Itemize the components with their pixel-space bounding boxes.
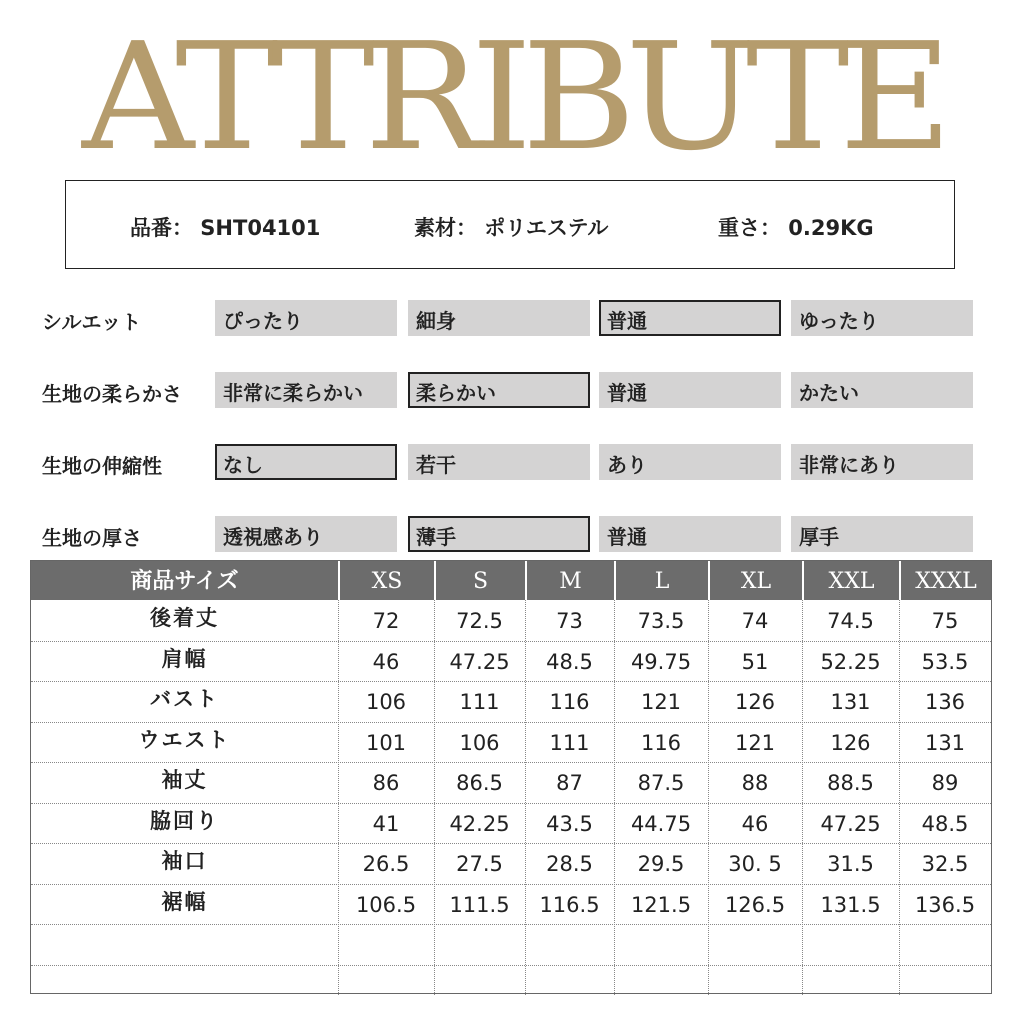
measurement-value: 131.5 <box>820 892 881 917</box>
size-column-header: M <box>525 561 614 600</box>
measurement-value: 106 <box>459 730 500 755</box>
measurement-value: 136.5 <box>914 892 976 917</box>
size-table <box>30 560 992 994</box>
measurement-value: 88.5 <box>827 771 874 795</box>
measurement-value: 87 <box>556 771 583 795</box>
attribute-option: ぴったり <box>215 300 397 336</box>
measurement-value: 72.5 <box>456 609 503 633</box>
attribute-label: 生地の厚さ <box>42 526 142 550</box>
attribute-option: 普通 <box>599 516 781 552</box>
product-info-box <box>65 180 955 269</box>
attribute-option: かたい <box>791 372 973 408</box>
row-divider <box>31 843 991 844</box>
attribute-option-selected: なし <box>215 444 397 480</box>
attribute-option: ゆったり <box>791 300 973 336</box>
size-column-header: XXXL <box>899 561 991 600</box>
row-divider <box>31 803 991 804</box>
measurement-value: 116 <box>549 690 590 714</box>
measurement-value: 126 <box>830 730 871 755</box>
measurement-value: 44.75 <box>630 811 692 836</box>
measurement-value: 101 <box>365 730 407 755</box>
measurement-label: 脇回り <box>150 808 219 833</box>
measurement-label: ウエスト <box>138 727 231 752</box>
attribute-option-selected: 薄手 <box>408 516 590 552</box>
size-column-header: XL <box>708 561 802 600</box>
measurement-value: 86.5 <box>456 771 503 795</box>
row-divider <box>31 965 991 966</box>
measurement-value: 53.5 <box>921 649 969 674</box>
measurement-value: 111 <box>549 730 590 755</box>
measurement-value: 87.5 <box>637 771 685 795</box>
attribute-option: 普通 <box>599 372 781 408</box>
attribute-option: 非常にあり <box>791 444 973 480</box>
row-divider <box>31 884 991 885</box>
measurement-value: 41 <box>372 811 400 836</box>
measurement-value: 75 <box>931 609 959 633</box>
measurement-label: 裾幅 <box>161 889 208 914</box>
measurement-value: 121.5 <box>630 892 692 917</box>
measurement-value: 29.5 <box>637 852 685 876</box>
measurement-value: 126.5 <box>724 892 786 917</box>
weight: 重さ： 0.29KG <box>718 216 874 240</box>
measurement-value: 32.5 <box>921 852 969 876</box>
measurement-value: 47.25 <box>820 811 881 836</box>
measurement-value: 42.25 <box>449 811 510 836</box>
measurement-value: 52.25 <box>820 649 881 674</box>
size-table-header <box>31 561 991 600</box>
measurement-value: 26.5 <box>362 852 410 876</box>
measurement-value: 30. 5 <box>728 852 782 876</box>
material: 素材： ポリエステル <box>414 216 609 240</box>
measurement-value: 86 <box>372 771 400 795</box>
size-column-header: S <box>434 561 525 600</box>
measurement-value: 121 <box>640 690 682 714</box>
measurement-value: 136 <box>924 690 966 714</box>
measurement-value: 106 <box>365 690 407 714</box>
attribute-option-selected: 柔らかい <box>408 372 590 408</box>
attribute-option: 透視感あり <box>215 516 397 552</box>
measurement-value: 116.5 <box>539 892 600 917</box>
measurement-value: 126 <box>734 690 776 714</box>
size-column-header: XS <box>338 561 434 600</box>
measurement-value: 46 <box>741 811 769 836</box>
row-divider <box>31 762 991 763</box>
measurement-value: 131 <box>924 730 966 755</box>
product-number: 品番： SHT04101 <box>130 216 321 240</box>
measurement-label: 袖丈 <box>161 768 208 792</box>
size-column-header: XXL <box>802 561 899 600</box>
measurement-value: 111.5 <box>449 892 510 917</box>
measurement-value: 73 <box>556 609 583 633</box>
measurement-value: 89 <box>931 771 959 795</box>
measurement-value: 28.5 <box>546 852 593 876</box>
measurement-value: 131 <box>830 690 871 714</box>
measurement-label: バスト <box>150 687 219 711</box>
measurement-value: 106.5 <box>355 892 417 917</box>
measurement-value: 46 <box>372 649 400 674</box>
attribute-option: 細身 <box>408 300 590 336</box>
measurement-value: 43.5 <box>546 811 593 836</box>
attribute-label: シルエット <box>42 310 142 334</box>
measurement-label: 後着丈 <box>150 606 219 630</box>
row-divider <box>31 924 991 925</box>
measurement-value: 31.5 <box>827 852 874 876</box>
attribute-option: 非常に柔らかい <box>215 372 397 408</box>
measurement-value: 49.75 <box>630 649 692 674</box>
measurement-value: 121 <box>734 730 776 755</box>
size-header-label: 商品サイズ <box>130 569 239 594</box>
measurement-value: 116 <box>640 730 682 755</box>
attribute-option: あり <box>599 444 781 480</box>
measurement-value: 88 <box>741 771 769 795</box>
measurement-value: 27.5 <box>456 852 503 876</box>
measurement-value: 74.5 <box>827 609 874 633</box>
measurement-value: 111 <box>459 690 500 714</box>
row-divider <box>31 681 991 682</box>
measurement-value: 48.5 <box>546 649 593 674</box>
measurement-value: 72 <box>372 609 400 633</box>
measurement-value: 74 <box>741 609 769 633</box>
attribute-option: 厚手 <box>791 516 973 552</box>
attribute-label: 生地の柔らかさ <box>42 382 182 406</box>
measurement-label: 袖口 <box>161 849 208 873</box>
page-title: ATTRIBUTE <box>81 11 943 183</box>
measurement-value: 73.5 <box>637 609 685 633</box>
measurement-value: 51 <box>741 649 769 674</box>
measurement-value: 48.5 <box>921 811 969 836</box>
attribute-label: 生地の伸縮性 <box>42 454 162 478</box>
attribute-option: 若干 <box>408 444 590 480</box>
size-column-header: L <box>614 561 708 600</box>
measurement-label: 肩幅 <box>161 646 208 671</box>
attribute-option-selected: 普通 <box>599 300 781 336</box>
row-divider <box>31 641 991 642</box>
measurement-value: 47.25 <box>449 649 510 674</box>
row-divider <box>31 722 991 723</box>
